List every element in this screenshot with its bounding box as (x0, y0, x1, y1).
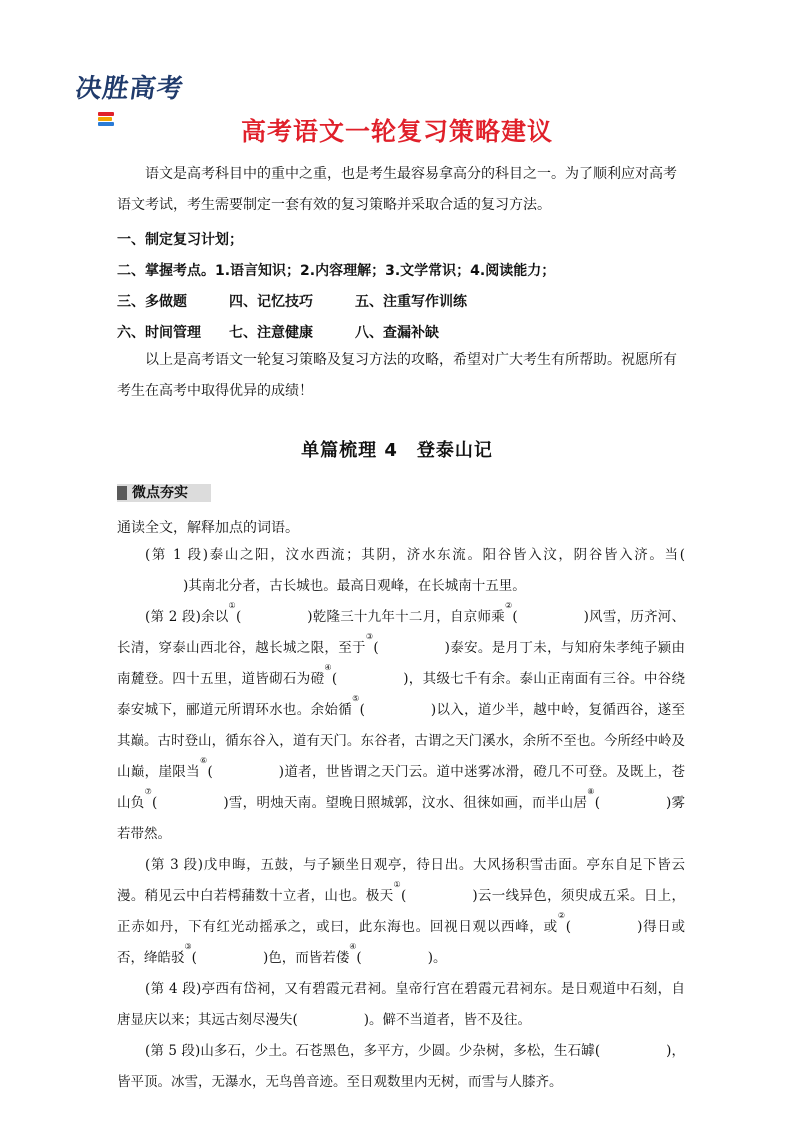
intro-row-4 (117, 322, 439, 342)
intro-item-3: 三、多做题 (117, 294, 187, 310)
intro-paragraph-2: 以上是高考语文一轮复习策略及复习方法的攻略，希望对广大考生有所帮助。祝愿所有考生在高考中取得优异的成绩！ (117, 352, 677, 399)
document-title (0, 112, 794, 148)
classic-paragraph-3: (第 3 段)戊申晦，五鼓，与子颍坐日观亭，待日出。大风扬积雪击面。亭东自足下皆云漫。稍见云中白若樗蒱数十立者，山也。极天①( )云一线异色，须臾成五采。日上，正赤如丹，下有红光动摇承之，或曰，此东海也。回视日观以西峰，或②( )得日或否，绛皓驳③( )色，而皆若偻④( )。 (117, 857, 686, 966)
section-bar (117, 484, 211, 502)
intro-item-4: 四、记忆技巧 (229, 294, 313, 310)
section-bar-label: 微点夯实 (132, 485, 188, 501)
intro-item-6: 六、时间管理 (117, 325, 201, 341)
bar-marker-icon (117, 486, 127, 500)
intro-item-8: 八、查漏补缺 (355, 325, 439, 341)
classic-paragraph-5: (第 5 段)山多石，少土。石苍黑色，多平方，少圆。少杂树，多松，生石罅( )，皆平顶。冰雪，无瀑水，无鸟兽音迹。至日观数里内无树，而雪与人膝齐。 (117, 1043, 685, 1090)
document-title-text: 高考语文一轮复习策略建议 (240, 117, 553, 146)
instruction-text: 通读全文，解释加点的词语。 (117, 520, 299, 536)
classic-text (117, 540, 685, 1098)
intro-row-3 (117, 291, 467, 311)
intro-item-1: 一、制定复习计划； (117, 232, 243, 248)
classic-paragraph-4: (第 4 段)亭西有岱祠，又有碧霞元君祠。皇帝行宫在碧霞元君祠东。是日观道中石刻，自唐显庆以来；其远古刻尽漫失( )。僻不当道者，皆不及往。 (117, 981, 685, 1028)
intro-paragraph-1: 语文是高考科目中的重中之重，也是考生最容易拿高分的科目之一。为了顺利应对高考语文考试，考生需要制定一套有效的复习策略并采取合适的复习方法。 (117, 166, 677, 213)
intro-item-7: 七、注意健康 (229, 325, 313, 341)
logo-text: 决胜高考 (73, 74, 186, 104)
intro-item-2: 二、掌握考点。1.语言知识；2.内容理解；3.文学常识；4.阅读能力； (117, 263, 556, 279)
intro-item-5: 五、注重写作训练 (355, 294, 467, 310)
classic-paragraph-1: (第 1 段)泰山之阳，汶水西流；其阴，济水东流。阳谷皆入汶，阴谷皆入济。当()其南北分者，古长城也。最高日观峰，在长城南十五里。 (145, 547, 685, 594)
section-title: 单篇梳理 4 登泰山记 (301, 440, 493, 461)
classic-paragraph-2: (第 2 段)余以①( )乾隆三十九年十二月，自京师乘②( )风雪，历齐河、长清，穿泰山西北谷，越长城之限，至于③( )泰安。是月丁未，与知府朱孝纯子颍由南麓登。四十五里，道皆砌石为磴④( )，其级七千有余。泰山正南面有三谷。中谷绕泰安城下，郦道元所谓环水也。余始循⑤( )以入，道少半，越中岭，复循西谷，遂至其巅。古时登山，循东谷入，道有天门。东谷者，古谓之天门溪水，余所不至也。今所经中岭及山巅，崖限当⑥( )道者，世皆谓之天门云。道中迷雾冰滑，磴几不可登。及既上，苍山负⑦( )雪，明烛天南。望晚日照城郭，汶水、徂徕如画，而半山居⑧( )雾若带然。 (117, 601, 686, 842)
